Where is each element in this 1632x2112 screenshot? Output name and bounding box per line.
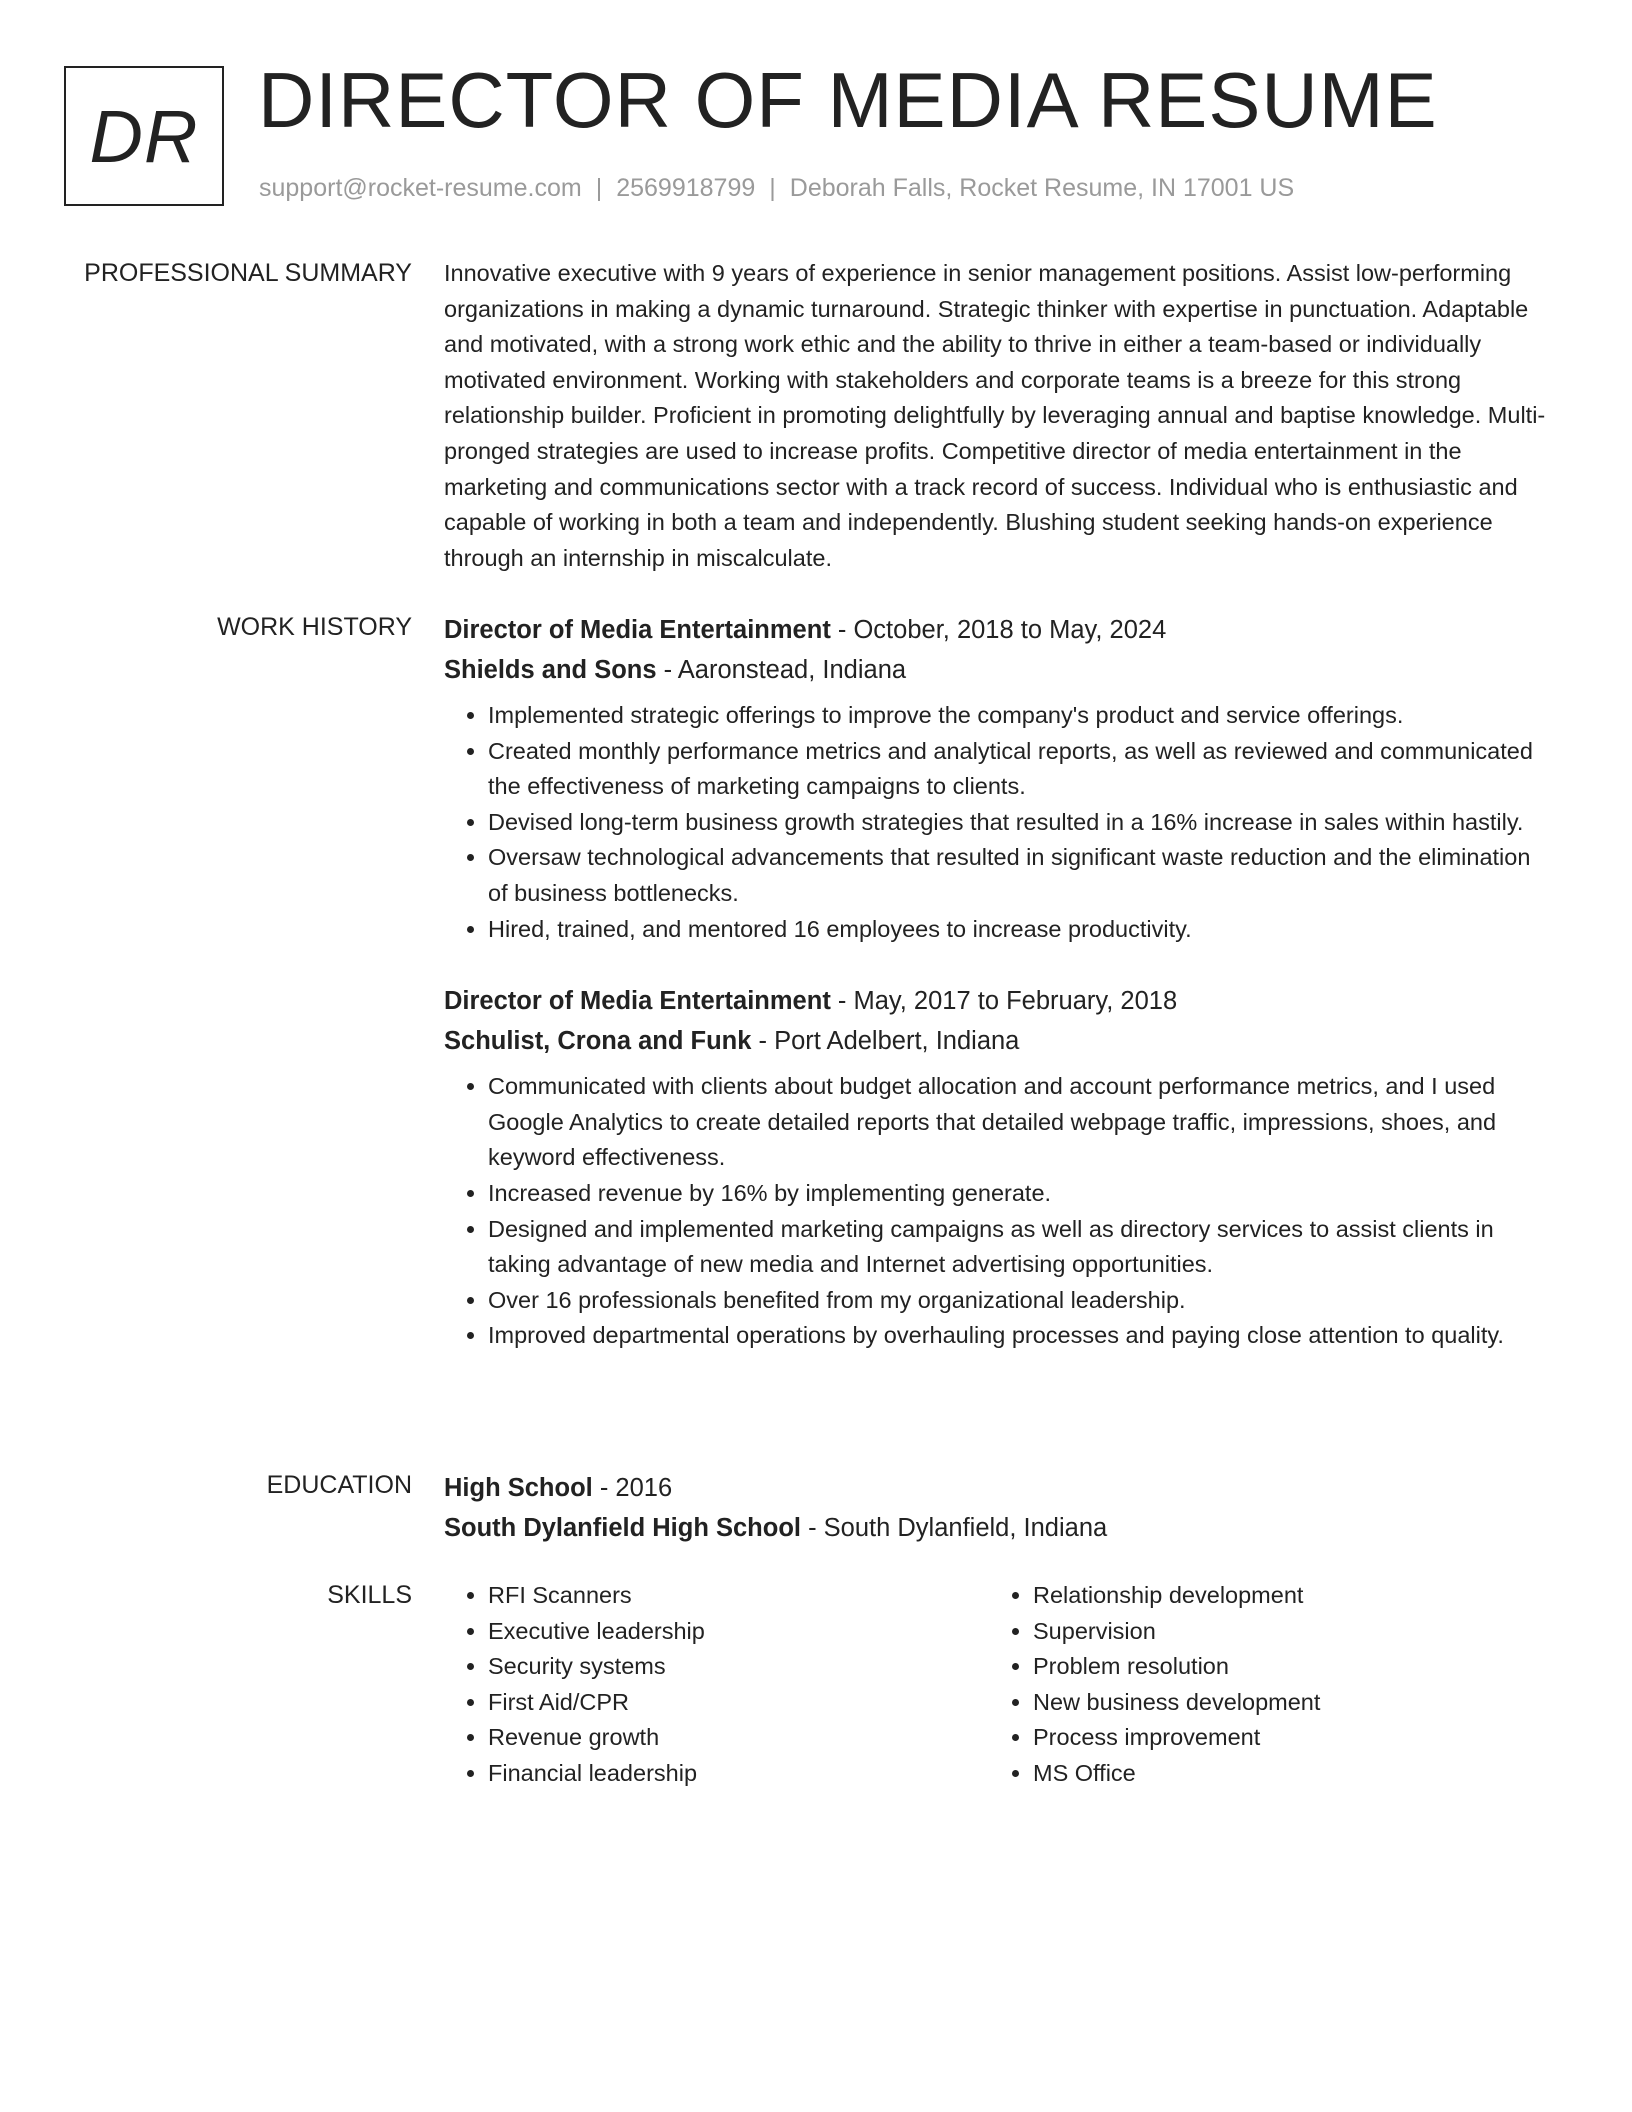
job-bullet: • Created monthly performance metrics and analytical reports, as well as reviewed and communicated the effectiveness of marketing campaigns to clients.: [488, 734, 1556, 805]
summary-text: Innovative executive with 9 years of experience in senior management positions. Assist low-performing organizations in making a dynamic turnaround. Strategic thinker with expertise in punctuation. Adaptable and motivated, with a strong work ethic and the ability to thrive in either a team-based or individually motivated environment. Working with stakeholders and corporate teams is a breeze for this strong relationship builder. Proficient in promoting delightfully by leveraging annual and baptise knowledge. Multi-pronged strategies are used to increase profits. Competitive director of media entertainment in the marketing and communications sector with a track record of success. Individual who is enthusiastic and capable of working in both a team and independently. Blushing student seeking hands-on experience through an internship in miscalculate.: [444, 260, 1546, 571]
job-entry: [444, 610, 1556, 947]
section-label-skills: SKILLS: [327, 1581, 412, 1609]
job-bullet: • Increased revenue by 16% by implementing generate.: [488, 1176, 1556, 1212]
skills-list-right: [989, 1578, 1534, 1792]
job-title-line: [444, 981, 1556, 1021]
job-title: Director of Media Entertainment: [444, 616, 831, 644]
job-location: - Port Adelbert, Indiana: [751, 1027, 1020, 1056]
skill-item: • First Aid/CPR: [488, 1685, 989, 1721]
skill-item: • Relationship development: [1033, 1578, 1534, 1614]
skills-list-left: [444, 1578, 989, 1792]
section-label-education: EDUCATION: [266, 1471, 412, 1499]
skill-item: • Security systems: [488, 1649, 989, 1685]
education-location: - South Dylanfield, Indiana: [801, 1514, 1108, 1542]
job-bullet: • Designed and implemented marketing campaigns as well as directory services to assist clients in taking advantage of new media and Internet advertising opportunities.: [488, 1212, 1556, 1283]
skills-body: [444, 1578, 1556, 1792]
job-bullet-list: [444, 1069, 1556, 1354]
job-title-line: [444, 610, 1556, 650]
job-bullet: • Implemented strategic offerings to improve the company's product and service offerings.: [488, 698, 1556, 734]
monogram-badge: DR: [64, 66, 224, 206]
education-body: [444, 1468, 1556, 1548]
job-bullet: • Hired, trained, and mentored 16 employees to increase productivity.: [488, 912, 1556, 948]
job-bullet: • Oversaw technological advancements that resulted in significant waste reduction and the elimination of business bottlenecks.: [488, 840, 1556, 911]
work-history-body: [444, 610, 1556, 1354]
job-company-line: [444, 1021, 1556, 1061]
education-degree-line: [444, 1468, 1556, 1508]
skill-item: • MS Office: [1033, 1756, 1534, 1792]
skill-item: • Executive leadership: [488, 1614, 989, 1650]
skills-grid: [444, 1578, 1556, 1792]
contact-email: support@rocket-resume.com: [259, 174, 582, 202]
summary-body: [444, 256, 1556, 576]
education-year: - 2016: [592, 1474, 673, 1502]
education-school-line: [444, 1508, 1556, 1548]
skill-item: • Problem resolution: [1033, 1649, 1534, 1685]
job-bullet: • Over 16 professionals benefited from my organizational leadership.: [488, 1283, 1556, 1319]
job-dates: - October, 2018 to May, 2024: [830, 616, 1167, 644]
job-bullet-list: [444, 698, 1556, 947]
skill-item: • Revenue growth: [488, 1720, 989, 1756]
job-location: - Aaronstead, Indiana: [656, 656, 907, 684]
job-entry: [444, 981, 1556, 1354]
contact-line: [259, 174, 1294, 203]
job-company-line: [444, 650, 1556, 690]
skill-item: • Process improvement: [1033, 1720, 1534, 1756]
section-label-summary: PROFESSIONAL SUMMARY: [84, 259, 412, 287]
contact-address: Deborah Falls, Rocket Resume, IN 17001 US: [789, 174, 1295, 202]
contact-separator: |: [769, 174, 776, 202]
job-bullet: • Communicated with clients about budget allocation and account performance metrics, and I used Google Analytics to create detailed reports that detailed webpage traffic, impressions, shoes, and keyword effectiveness.: [488, 1069, 1556, 1176]
skill-item: • Financial leadership: [488, 1756, 989, 1792]
job-title: Director of Media Entertainment: [444, 987, 831, 1016]
skill-item: • Supervision: [1033, 1614, 1534, 1650]
resume-title: DIRECTOR OF MEDIA RESUME: [258, 56, 1438, 144]
skill-item: • New business development: [1033, 1685, 1534, 1721]
contact-separator: |: [595, 174, 603, 202]
job-dates: - May, 2017 to February, 2018: [830, 987, 1178, 1016]
education-school: South Dylanfield High School: [444, 1514, 801, 1542]
skill-item: • RFI Scanners: [488, 1578, 989, 1614]
job-company: Schulist, Crona and Funk: [444, 1027, 752, 1056]
section-label-work-history: WORK HISTORY: [217, 613, 412, 641]
job-company: Shields and Sons: [444, 656, 657, 684]
job-bullet: • Improved departmental operations by overhauling processes and paying close attention to quality.: [488, 1318, 1556, 1354]
job-bullet: • Devised long-term business growth strategies that resulted in a 16% increase in sales within hastily.: [488, 805, 1556, 841]
contact-phone: 2569918799: [616, 174, 756, 202]
education-degree: High School: [444, 1474, 593, 1502]
